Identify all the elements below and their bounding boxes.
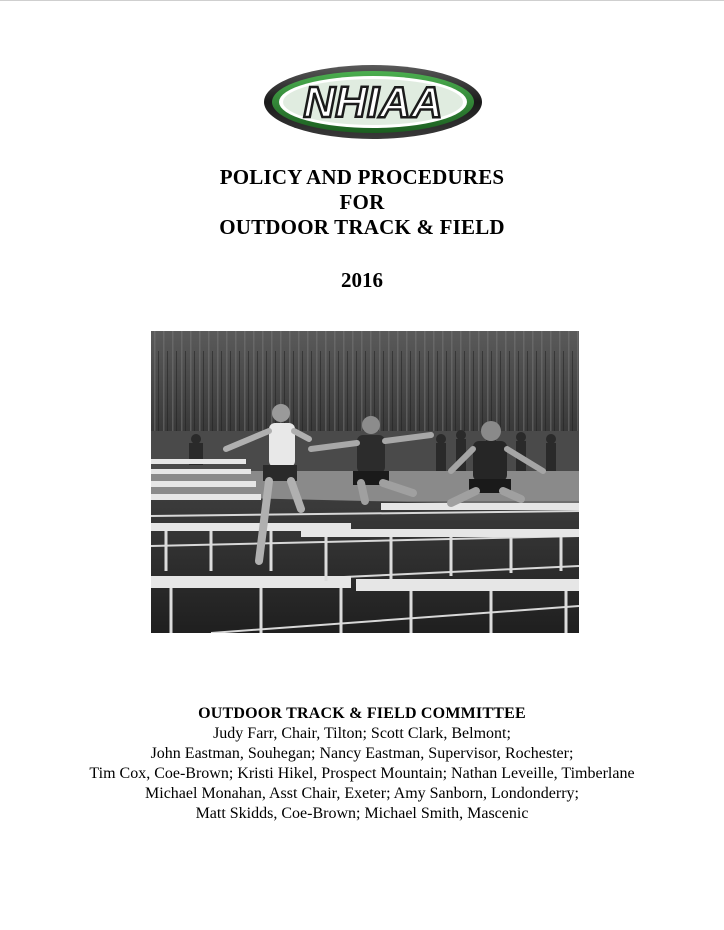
nhiaa-logo <box>262 62 484 142</box>
title-line-3: OUTDOOR TRACK & FIELD <box>219 215 505 239</box>
committee-line-3: Tim Cox, Coe-Brown; Kristi Hikel, Prospect Mountain; Nathan Leveille, Timberlane <box>89 765 635 782</box>
committee-line-1: Judy Farr, Chair, Tilton; Scott Clark, Belmont; <box>213 725 511 742</box>
committee-line-2: John Eastman, Souhegan; Nancy Eastman, Supervisor, Rochester; <box>150 745 574 762</box>
hurdles-photo <box>151 331 579 633</box>
committee-line-5: Matt Skidds, Coe-Brown; Michael Smith, Mascenic <box>195 805 529 822</box>
document-title <box>0 165 724 240</box>
committee-line-4: Michael Monahan, Asst Chair, Exeter; Amy Sanborn, Londonderry; <box>145 785 579 802</box>
document-year: 2016 <box>341 268 383 292</box>
page-top-edge <box>0 0 724 1</box>
title-line-2: FOR <box>339 190 385 214</box>
committee-heading: OUTDOOR TRACK & FIELD COMMITTEE <box>198 705 526 722</box>
title-line-1: POLICY AND PROCEDURES <box>219 165 505 189</box>
committee-section <box>0 704 724 824</box>
logo-text: NHIAA <box>303 78 443 127</box>
